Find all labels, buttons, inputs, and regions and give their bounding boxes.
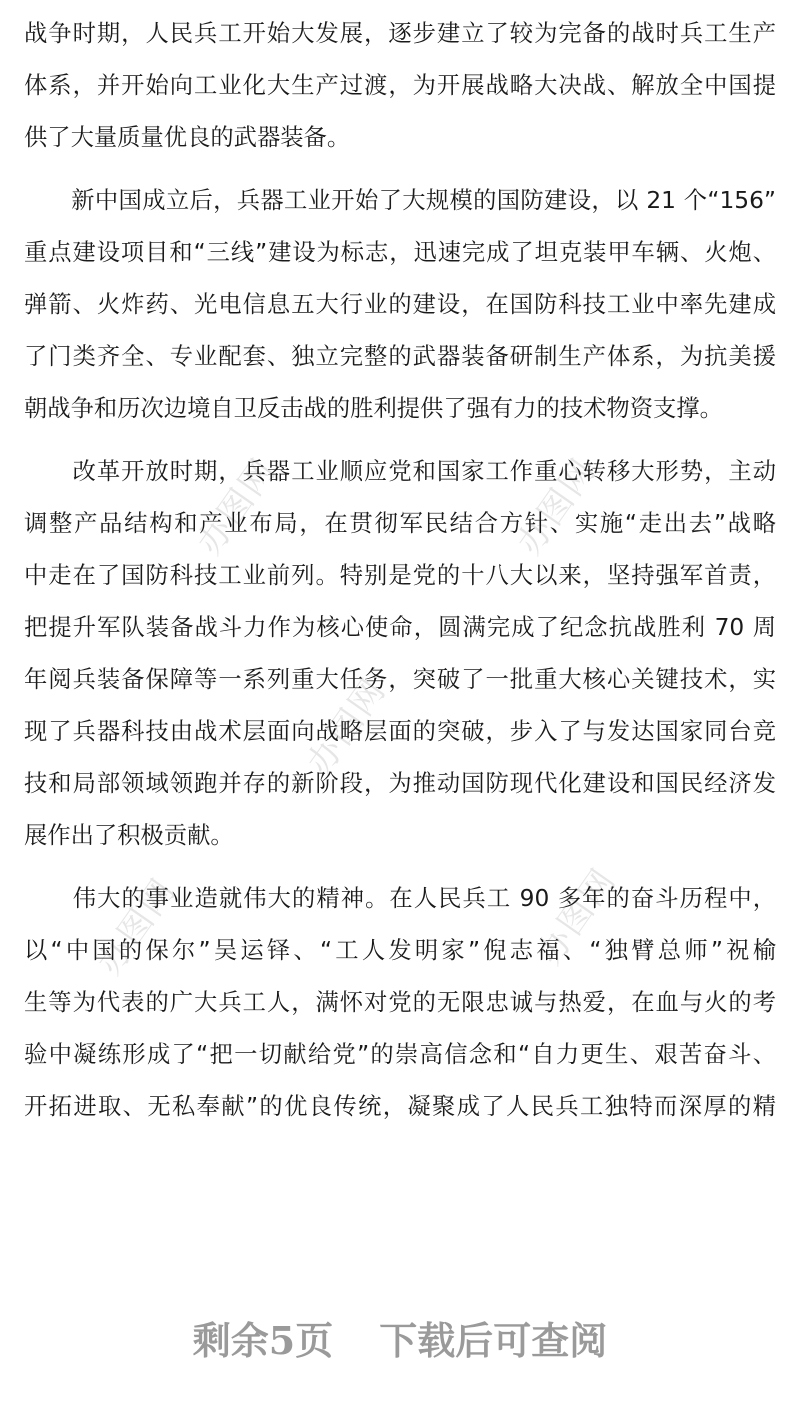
text-line: 把提升军队装备战斗力作为核心使命，圆满完成了纪念抗战胜利 70 周 [24,614,776,641]
text-line: 体系，并开始向工业化大生产过渡，为开展战略大决战、解放全中国提 [24,72,776,99]
watermark: 办图网 [89,870,185,983]
text-line: 弹箭、火炸药、光电信息五大行业的建设，在国防科技工业中率先建成 [24,291,776,318]
watermark: 办图网 [529,860,625,973]
text-line: 开拓进取、无私奉献”的优良传统，凝聚成了人民兵工独特而深厚的精 [24,1093,776,1120]
paragraph [24,873,776,1133]
text-line: 朝战争和历次边境自卫反击战的胜利提供了强有力的技术物资支撑。 [24,395,723,422]
text-line: 供了大量质量优良的武器装备。 [24,124,351,151]
text-line: 调整产品结构和产业布局，在贯彻军民结合方针、实施“走出去”战略 [24,510,776,537]
text-line: 现了兵器科技由战术层面向战略层面的突破，步入了与发达国家同台竞 [24,718,776,745]
watermark: 办图网 [299,670,395,783]
text-line: 战争时期，人民兵工开始大发展，逐步建立了较为完备的战时兵工生产 [24,20,776,47]
text-line: 展作出了积极贡献。 [24,822,234,849]
text-line: 重点建设项目和“三线”建设为标志，迅速完成了坦克装甲车辆、火炮、 [24,239,776,266]
paragraph [24,8,776,164]
download-prompt[interactable] [0,1310,800,1365]
watermark: 办图网 [509,450,605,563]
paragraph [24,446,776,862]
text-line: 技和局部领域领跑并存的新阶段，为推动国防现代化建设和国民经济发 [24,770,776,797]
text-line: 验中凝练形成了“把一切献给党”的崇高信念和“自力更生、艰苦奋斗、 [24,1041,776,1068]
document-body [24,8,776,1144]
text-line: 伟大的事业造就伟大的精神。在人民兵工 90 多年的奋斗历程中， [24,885,776,912]
paragraph [24,175,776,435]
text-line: 生等为代表的广大兵工人，满怀对党的无限忠诚与热爱，在血与火的考 [24,989,776,1016]
text-line: 了门类齐全、专业配套、独立完整的武器装备研制生产体系，为抗美援 [24,343,776,370]
download-to-view-label: 下载后可查阅 [379,1318,608,1363]
text-line: 新中国成立后，兵器工业开始了大规模的国防建设，以 21 个“156” [24,187,776,214]
text-line: 年阅兵装备保障等一系列重大任务，突破了一批重大核心关键技术，实 [24,666,776,693]
text-line: 中走在了国防科技工业前列。特别是党的十八大以来，坚持强军首责， [24,562,776,589]
remaining-pages-label: 剩余5页 [192,1318,334,1363]
watermark: 办图网 [189,450,285,563]
text-line: 以“中国的保尔”吴运铎、“工人发明家”倪志福、“独臂总师”祝榆 [24,937,776,964]
text-line: 改革开放时期，兵器工业顺应党和国家工作重心转移大形势，主动 [24,458,776,485]
